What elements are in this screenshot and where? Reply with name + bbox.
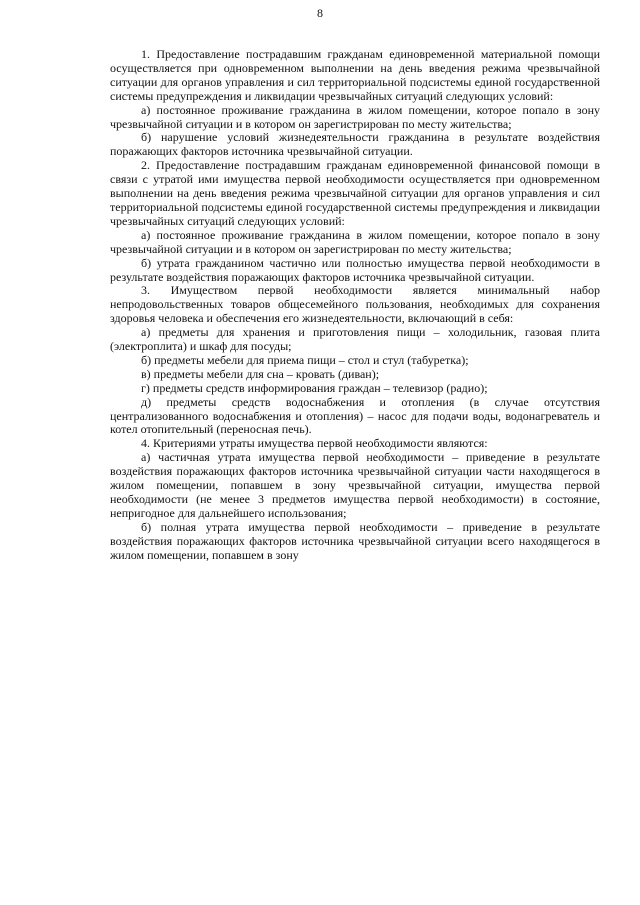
- page-number: 8: [317, 6, 323, 20]
- paragraph-2b: б) утрата гражданином частично или полностью имущества первой необходимости в результате воздействия поражающих факторов источника чрезвычайной ситуации.: [110, 255, 600, 284]
- paragraph-3b: б) предметы мебели для приема пищи – стол и стул (табуретка);: [141, 352, 469, 367]
- paragraph-2: 2. Предоставление пострадавшим гражданам единовременной финансовой помощи в связи с утратой ими имущества первой необходимости осуществляется при одновременном выполнении на день введения режима чрезвычайной ситуации для органов управления и сил территориальной подсистемы единой государственной системы предупреждения и ликвидации чрезвычайных ситуаций следующих условий:: [110, 158, 600, 228]
- document-body: [110, 48, 600, 563]
- paragraph-1b: б) нарушение условий жизнедеятельности гражданина в результате воздействия поражающих факторов источника чрезвычайной ситуации.: [110, 130, 600, 159]
- paragraph-3d: г) предметы средств информирования граждан – телевизор (радио);: [141, 380, 488, 395]
- paragraph-3a: а) предметы для хранения и приготовления пищи – холодильник, газовая плита (электроплита) и шкаф для посуды;: [110, 325, 600, 354]
- paragraph-3: 3. Имуществом первой необходимости является минимальный набор непродовольственных товаров общесемейного пользования, необходимых для сохранения здоровья человека и обеспечения его жизнедеятельности, включающий в себя:: [110, 283, 600, 326]
- paragraph-4b: б) полная утрата имущества первой необходимости – приведение в результате воздействия поражающих факторов источника чрезвычайной ситуации всего находящегося в жилом помещении, попавшем в зону: [110, 519, 600, 562]
- paragraph-4: 4. Критериями утраты имущества первой необходимости являются:: [141, 436, 488, 451]
- paragraph-1a: а) постоянное проживание гражданина в жилом помещении, которое попало в зону чрезвычайной ситуации и в котором он зарегистрирован по месту жительства;: [110, 102, 600, 131]
- paragraph-3c: в) предметы мебели для сна – кровать (диван);: [141, 366, 380, 381]
- paragraph-4a: а) частичная утрата имущества первой необходимости – приведение в результате воздействия поражающих факторов источника чрезвычайной ситуации части находящегося в жилом помещении, попавшем в зону чрезвычайной ситуации, имущества первой необходимости (не менее 3 предметов имущества первой необходимости) в состояние, непригодное для дальнейшего использования;: [110, 450, 600, 520]
- paragraph-2a: а) постоянное проживание гражданина в жилом помещении, которое попало в зону чрезвычайной ситуации и в котором он зарегистрирован по месту жительства;: [110, 227, 600, 256]
- paragraph-1: 1. Предоставление пострадавшим гражданам единовременной материальной помощи осуществляется при одновременном выполнении на день введения режима чрезвычайной ситуации для органов управления и сил территориальной подсистемы единой государственной системы предупреждения и ликвидации чрезвычайных ситуаций следующих условий:: [110, 47, 600, 103]
- paragraph-3e: д) предметы средств водоснабжения и отопления (в случае отсутствия централизованного водоснабжения и отопления) – насос для подачи воды, водонагреватель и котел отопительный (переносная печь).: [110, 394, 600, 437]
